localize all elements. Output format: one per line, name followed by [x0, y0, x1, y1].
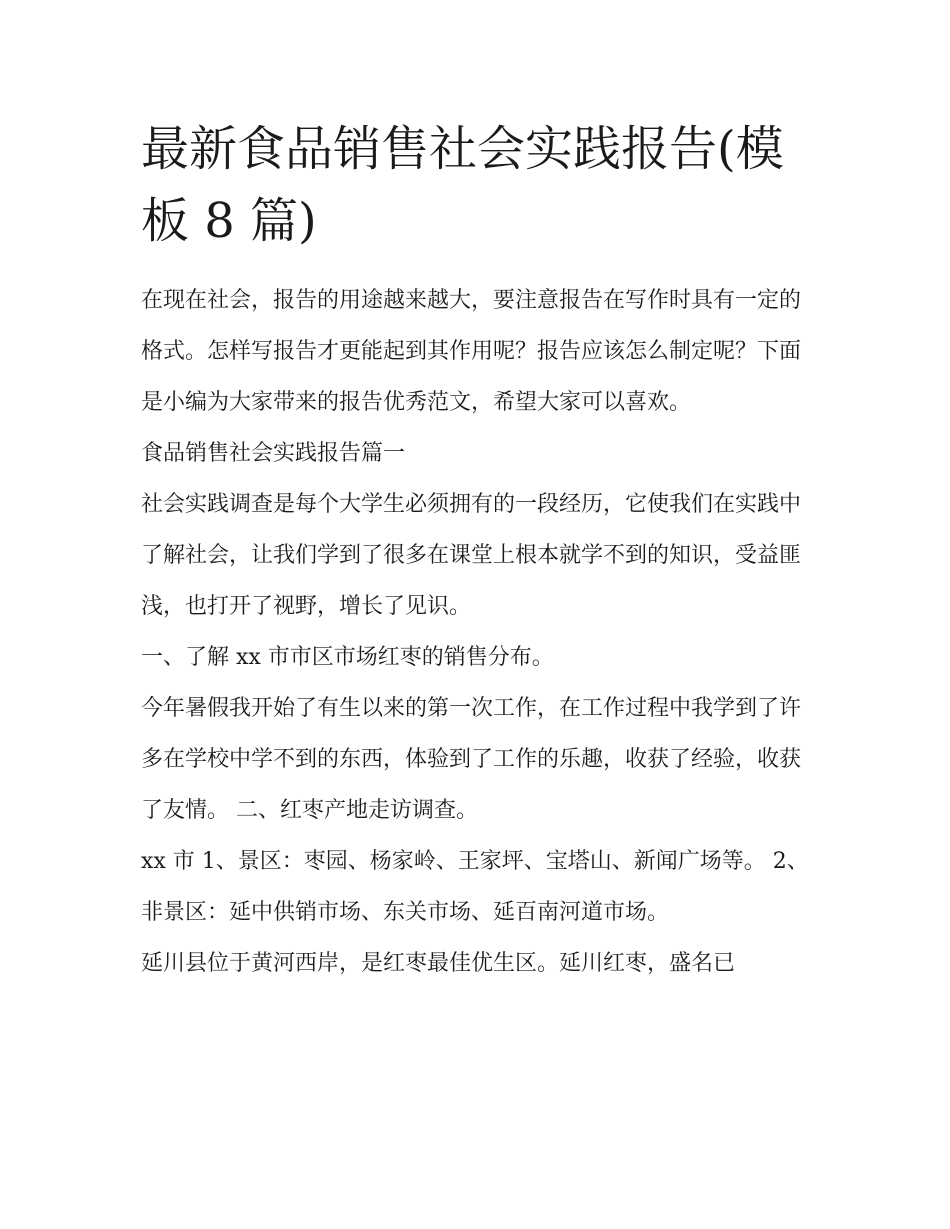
section-heading-part-one: 食品销售社会实践报告篇一 [141, 441, 406, 466]
document-title: 最新食品销售社会实践报告(模板 8 篇) [141, 121, 784, 249]
paragraph-intro: 在现在社会，报告的用途越来越大，要注意报告在写作时具有一定的格式。怎样写报告才更能起到其作用呢？报告应该怎么制定呢？下面是小编为大家带来的报告优秀范文，希望大家可以喜欢。 [141, 288, 802, 415]
paragraph-summer-work: 今年暑假我开始了有生以来的第一次工作，在工作过程中我学到了许多在学校中学不到的东西，体验到了工作的乐趣，收获了经验，收获了友情。 二、红枣产地走访调查。 [141, 696, 802, 823]
paragraph-practice: 社会实践调查是每个大学生必须拥有的一段经历，它使我们在实践中了解社会，让我们学到了很多在课堂上根本就学不到的知识，受益匪浅，也打开了视野，增长了见识。 [141, 492, 802, 619]
section-item-one: 一、了解 xx 市市区市场红枣的销售分布。 [141, 645, 554, 670]
paragraph-locations: xx 市 1、景区：枣园、杨家岭、王家坪、宝塔山、新闻广场等。 2、非景区：延中供销市场、东关市场、延百南河道市场。 [141, 849, 809, 925]
document-body [141, 113, 811, 989]
paragraph-yanchuan: 延川县位于黄河西岸，是红枣最佳优生区。延川红枣，盛名已 [141, 951, 736, 976]
